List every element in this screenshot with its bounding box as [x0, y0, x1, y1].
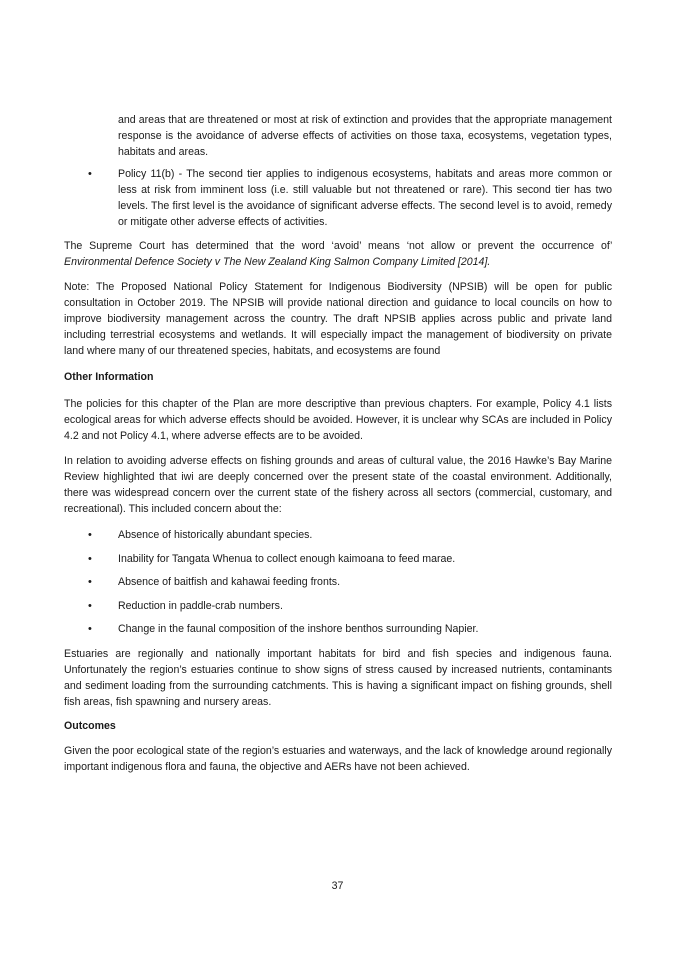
continuation-paragraph: and areas that are threatened or most at risk of extinction and provides that the appropriate management response is the avoidance of adverse effects of activities on those taxa, ecosystems, vegetation types, habitats and areas.	[118, 114, 612, 158]
outcomes-heading: Outcomes	[64, 720, 116, 732]
bullet-icon: •	[88, 552, 92, 565]
list-item: • Absence of historically abundant species.	[88, 527, 612, 551]
bullet-icon: •	[88, 529, 92, 541]
bullet-icon: •	[88, 623, 92, 635]
other-information-heading: Other Information	[64, 371, 154, 383]
page-number: 37	[331, 880, 344, 892]
case-citation: Environmental Defence Society v The New Zealand King Salmon Company Limited [2014].	[64, 256, 491, 268]
bullet-icon: •	[88, 576, 92, 588]
policy-11b-bullet	[88, 166, 612, 230]
list-item: • Absence of baitfish and kahawai feeding fronts.	[88, 574, 612, 598]
other-info-paragraph-2: In relation to avoiding adverse effects on fishing grounds and areas of cultural value, the 2016 Hawke’s Bay Marine Review highlighted that iwi are deeply concerned over the present state of the coastal environment. Additionally, there was widespread concern over the current state of the fishery across all sectors (commercial, customary, and recreational). This included concern about the:	[64, 455, 612, 515]
other-info-paragraph-3: Estuaries are regionally and nationally important habitats for bird and fish species and indigenous fauna. Unfortunately the region’s estuaries continue to show signs of stress caused by increased nutrients, contaminants and sediment loading from the surrounding catchments. This is having a significant impact on fishing grounds, shell fish areas, fish spawning and nursery areas.	[64, 648, 612, 708]
other-info-paragraph-1: The policies for this chapter of the Plan are more descriptive than previous chapters. For example, Policy 4.1 lists ecological areas for which adverse effects should be avoided. However, it is unclear why SCAs are included in Policy 4.2 and not Policy 4.1, where adverse effects are to be avoided.	[64, 398, 612, 442]
outcomes-paragraph: Given the poor ecological state of the region’s estuaries and waterways, and the lack of knowledge around regionally important indigenous flora and fauna, the objective and AERs have not been achieved.	[64, 745, 612, 773]
list-item: • Change in the faunal composition of the inshore benthos surrounding Napier.	[88, 621, 612, 645]
list-item: • Reduction in paddle-crab numbers.	[88, 598, 612, 622]
supreme-court-paragraph	[64, 238, 612, 270]
concern-list	[88, 527, 612, 645]
supreme-court-text: The Supreme Court has determined that the word ‘avoid’ means ‘not allow or prevent the occurrence of’	[64, 240, 612, 252]
bullet-icon: •	[88, 168, 92, 180]
policy-11b-text: Policy 11(b) - The second tier applies to indigenous ecosystems, habitats and areas more common or less at risk from imminent loss (i.e. still valuable but not threatened or rare). This second tier has two levels. The first level is the avoidance of significant adverse effects. The second level is to avoid, remedy or mitigate other adverse effects of activities.	[118, 168, 612, 228]
list-item: • Inability for Tangata Whenua to collect enough kaimoana to feed marae.	[88, 551, 612, 575]
bullet-icon: •	[88, 599, 92, 612]
npsib-note: Note: The Proposed National Policy Statement for Indigenous Biodiversity (NPSIB) will be open for public consultation in October 2019. The NPSIB will provide national direction and guidance to local councils on how to improve biodiversity management across the country. The draft NPSIB applies across public and private land including terrestrial ecosystems and wetlands. It will especially impact the management of biodiversity on private land where many of our threatened species, habitats, and ecosystems are found	[64, 281, 612, 357]
